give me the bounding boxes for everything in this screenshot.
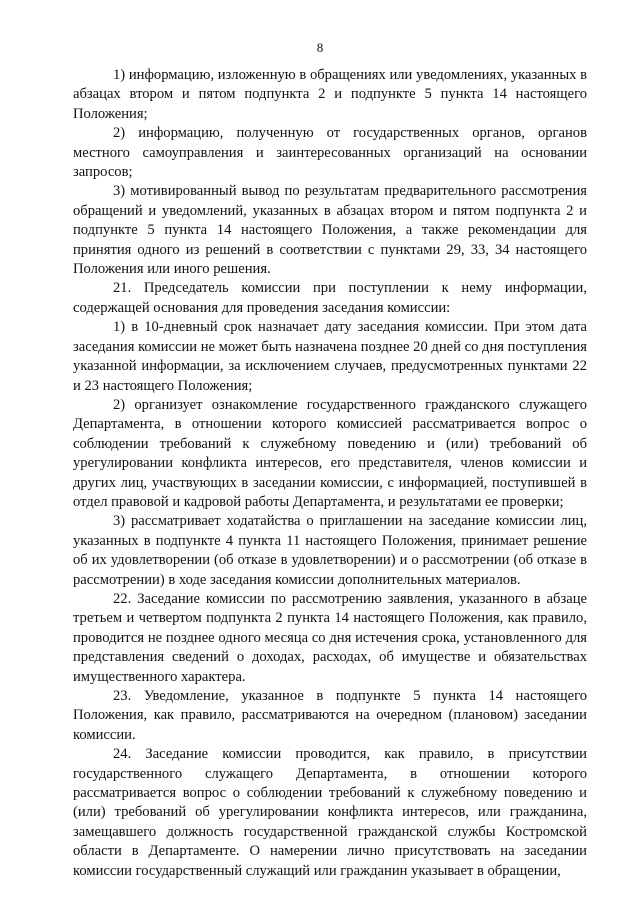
paragraph-clause-24: 24. Заседание комиссии проводится, как правило, в присутствии государственного служащего Департамента, в отношении которого рассматривается вопрос о соблюдении требований к служебному поведению и (или) требований об урегулировании конфликта интересов, или гражданина, замещавшего должность государственной гражданской службы Костромской области в Департаменте. О намерении лично присутствовать на заседании комиссии государственный служащий или гражданин указывает в обращении, — [73, 746, 587, 879]
paragraph-clause-23: 23. Уведомление, указанное в подпункте 5 пункта 14 настоящего Положения, как правило, рассматриваются на очередном (плановом) заседании комиссии. — [73, 688, 587, 743]
paragraph-clause-21-sub1: 1) в 10-дневный срок назначает дату заседания комиссии. При этом дата заседания комиссии не может быть назначена позднее 20 дней со дня поступления указанной информации, за исключением случаев, предусмотренных пунктами 22 и 23 настоящего Положения; — [73, 319, 587, 394]
document-body — [73, 66, 587, 881]
paragraph-clause-21-sub3: 3) рассматривает ходатайства о приглашении на заседание комиссии лиц, указанных в подпункте 4 пункта 11 настоящего Положения, принимает решение об их удовлетворении (об отказе в удовлетворении) и о рассмотрении (об отказе в рассмотрении) в ходе заседания комиссии дополнительных материалов. — [73, 513, 587, 588]
page-number: 8 — [316, 40, 324, 55]
paragraph-clause-21: 21. Председатель комиссии при поступлении к нему информации, содержащей основания для проведения заседания комиссии: — [73, 280, 587, 316]
paragraph-clause-21-sub2: 2) организует ознакомление государственного гражданского служащего Департамента, в отношении которого комиссией рассматривается вопрос о соблюдении требований к служебному поведению и (или) требований об урегулировании конфликта интересов, его представителя, членов комиссии и других лиц, участвующих в заседании комиссии, с информацией, поступившей в отдел правовой и кадровой работы Департамента, и результатами ее проверки; — [73, 396, 587, 510]
paragraph-sub3-motivated-conclusion: 3) мотивированный вывод по результатам предварительного рассмотрения обращений и уведомлений, указанных в абзацах втором и пятом подпункта 2 и подпункте 5 пункта 14 настоящего Положения, а также рекомендации для принятия одного из решений в соответствии с пунктами 29, 33, 34 настоящего Положения или иного решения. — [73, 183, 587, 278]
paragraph-sub1-information-appeals: 1) информацию, изложенную в обращениях или уведомлениях, указанных в абзацах втором и пятом подпункта 2 и подпункте 5 пункта 14 настоящего Положения; — [73, 67, 587, 122]
paragraph-sub2-information-bodies: 2) информацию, полученную от государственных органов, органов местного самоуправления и заинтересованных организаций на основании запросов; — [73, 125, 587, 181]
paragraph-clause-22: 22. Заседание комиссии по рассмотрению заявления, указанного в абзаце третьем и четвертом подпункта 2 пункта 14 настоящего Положения, как правило, проводится не позднее одного месяца со дня истечения срока, установленного для представления сведений о доходах, расходах, об имуществе и обязательствах имущественного характера. — [73, 590, 587, 685]
